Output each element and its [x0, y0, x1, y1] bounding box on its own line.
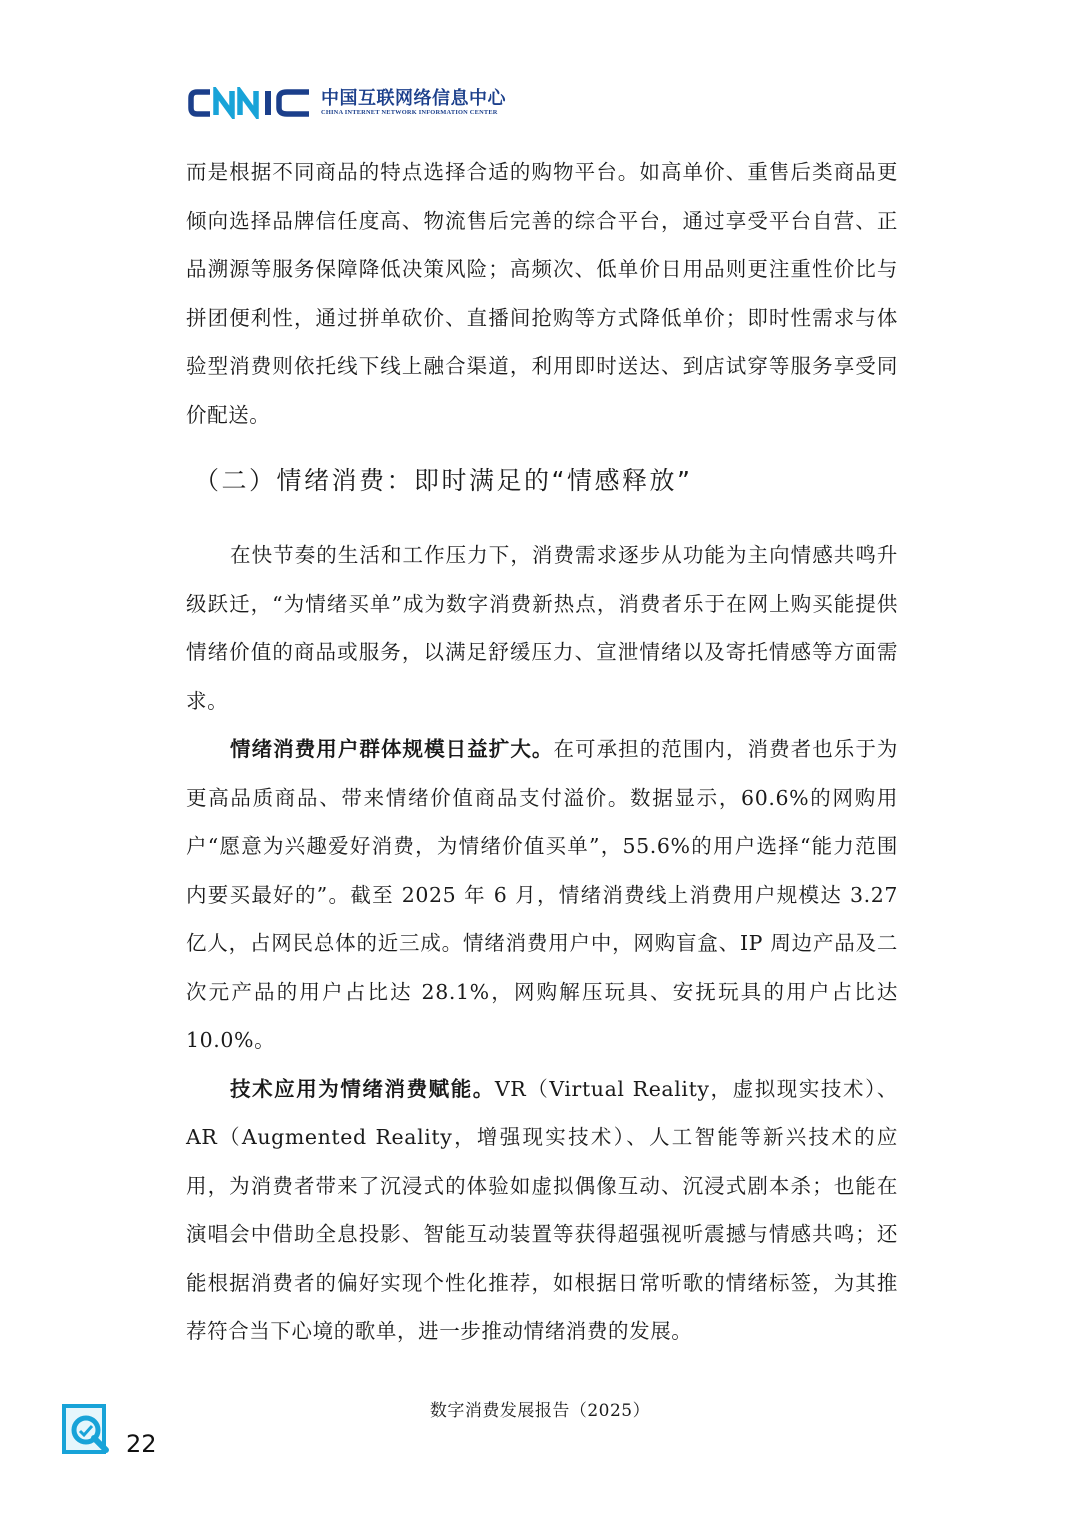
page-body — [186, 148, 898, 1356]
cnnic-logo — [188, 87, 313, 119]
search-report-icon — [62, 1404, 112, 1456]
paragraph-lead: 技术应用为情绪消费赋能。 — [230, 1076, 495, 1101]
org-name-cn: 中国互联网络信息中心 — [321, 88, 506, 109]
org-name-en: CHINA INTERNET NETWORK INFORMATION CENTER — [321, 109, 498, 116]
paragraph-technology — [186, 1065, 898, 1356]
section-heading: （二）情绪消费：即时满足的“情感释放” — [194, 466, 693, 495]
report-title: 数字消费发展报告（2025） — [429, 1401, 651, 1421]
page-header — [188, 86, 506, 120]
paragraph-user-scale — [186, 725, 898, 1065]
paragraph-emotional-intro: 在快节奏的生活和工作压力下，消费需求逐步从功能为主向情感共鸣升级跃迁，“为情绪买单”成为数字消费新热点，消费者乐于在网上购买能提供情绪价值的商品或服务，以满足舒缓压力、宣泄情绪以及寄托情感等方面需求。 — [186, 543, 898, 713]
paragraph-lead: 情绪消费用户群体规模日益扩大。 — [230, 737, 554, 761]
paragraph-platform-choice: 而是根据不同商品的特点选择合适的购物平台。如高单价、重售后类商品更倾向选择品牌信任度高、物流售后完善的综合平台，通过享受平台自营、正品溯源等服务保障降低决策风险；高频次、低单价日用品则更注重性价比与拼团便利性，通过拼单砍价、直播间抢购等方式降低单价；即时性需求与体验型消费则依托线下线上融合渠道，利用即时送达、到店试穿等服务享受同价配送。 — [186, 160, 898, 427]
paragraph-text: VR（Virtual Reality，虚拟现实技术）、AR（Augmented Reality，增强现实技术）、人工智能等新兴技术的应用，为消费者带来了沉浸式的体验如虚拟偶像互动、沉浸式剧本杀；也能在演唱会中借助全息投影、智能互动装置等获得超强视听震撼与情感共鸣；还能根据消费者的偏好实现个性化推荐，如根据日常听歌的情绪标签，为其推荐符合当下心境的歌单，进一步推动情绪消费的发展。 — [186, 1076, 898, 1343]
paragraph-text: 在可承担的范围内，消费者也乐于为更高品质商品、带来情绪价值商品支付溢价。数据显示，60.6%的网购用户“愿意为兴趣爱好消费，为情绪价值买单”，55.6%的用户选择“能力范围内要买最好的”。截至 2025 年 6 月，情绪消费线上消费用户规模达 3.27 亿人，占网民总体的近三成。情绪消费用户中，网购盲盒、IP 周边产品及二次元产品的用户占比达 28.1%，网购解压玩具、安抚玩具的用户占比达 10.0%。 — [186, 737, 898, 1052]
page-number: 22 — [126, 1430, 157, 1458]
